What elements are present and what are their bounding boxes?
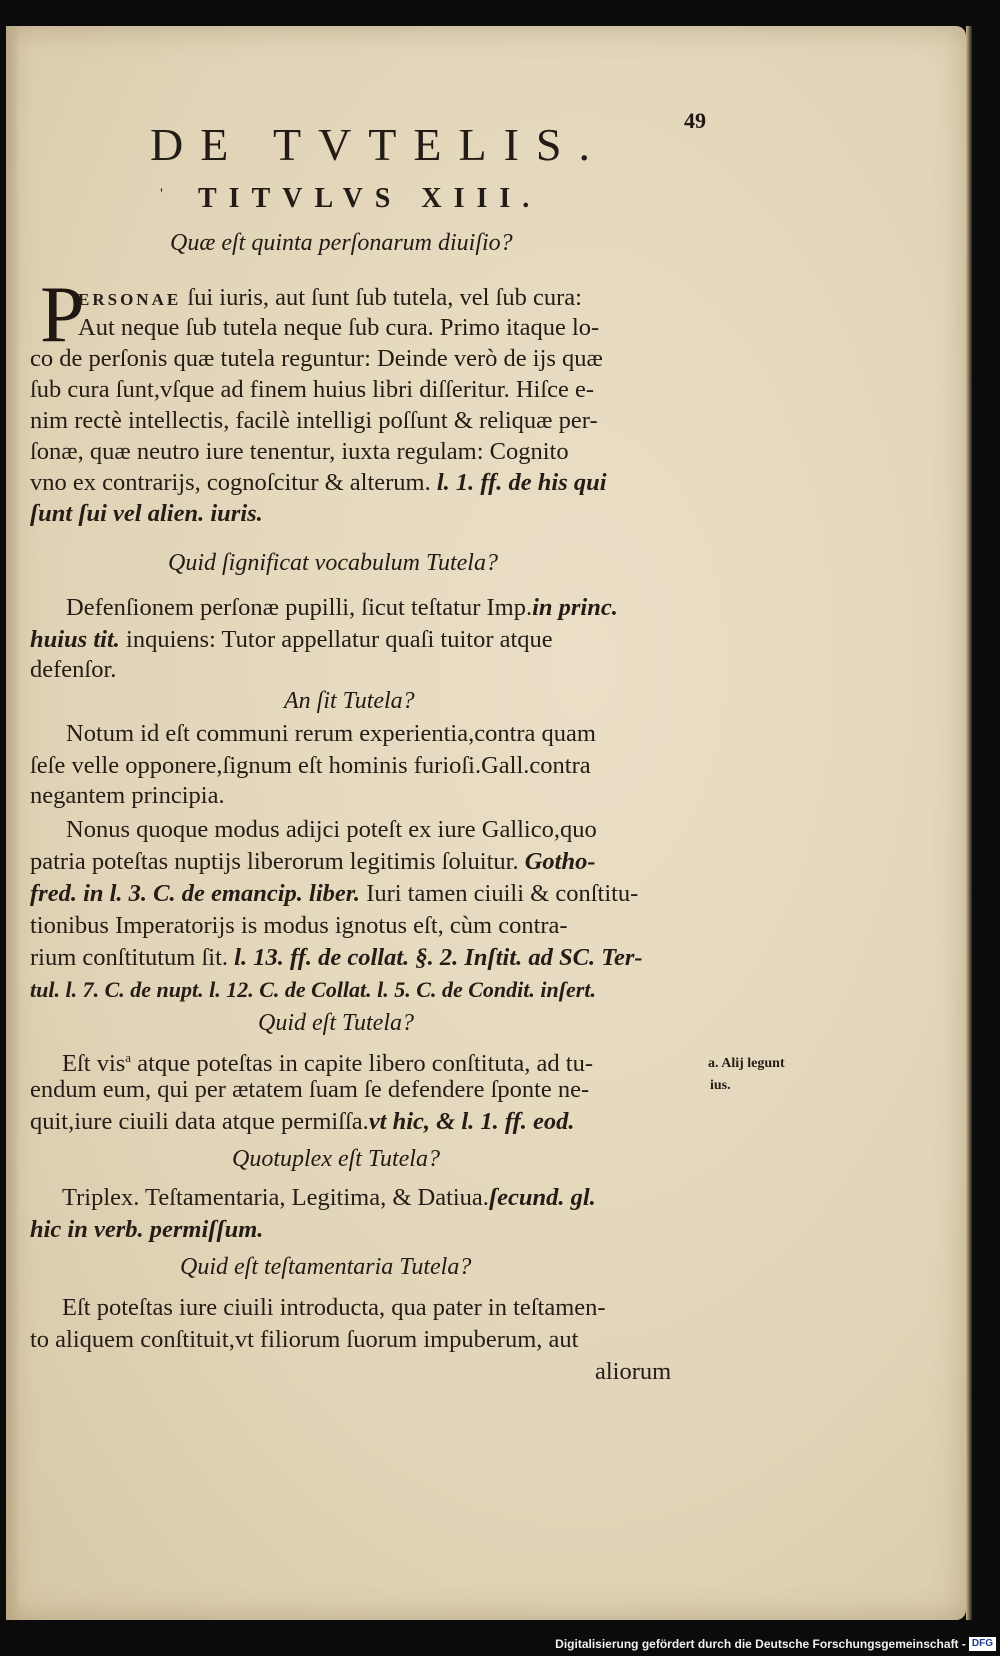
digitization-credit: Digitalisierung gefördert durch die Deutsche Forschungsgemeinschaft - DFG [555, 1636, 996, 1652]
page-title: DE TVTELIS. [150, 119, 608, 170]
legal-reference: l. 13. ff. de collat. §. 2. Inſtit. ad SC. Ter- [234, 944, 643, 971]
legal-reference: in princ. [532, 594, 618, 621]
heading-vocabulum: Quid ſignificat vocabulum Tutela? [168, 550, 498, 576]
text-line: Notum id eſt communi rerum experientia,contra quam [66, 720, 596, 747]
page-subtitle: TITVLVS XIII. [198, 183, 542, 214]
legal-reference: tul. l. 7. C. de nupt. l. 12. C. de Collat. l. 5. C. de Condit. inſert. [30, 977, 596, 1002]
text-line: Triplex. Teſtamentaria, Legitima, & Datiua.ſecund. gl. [62, 1184, 596, 1211]
marginal-note: a. Alij legunt ius. [708, 1056, 785, 1093]
page-gutter-shadow [6, 26, 20, 1620]
text-line: negantem principia. [30, 782, 225, 809]
text-line: ſub cura ſunt,vſque ad finem huius libri diſſeritur. Hiſce e- [30, 376, 595, 403]
text-line: Eſt vis$^a$ atque poteſtas in capite libero conſtituta, ad tu- [62, 1050, 594, 1078]
smallcaps-word: ERSONAE [78, 290, 182, 309]
page-edge [966, 26, 972, 1620]
text-line: ſeſe velle opponere,ſignum eſt hominis furioſi.Gall.contra [30, 752, 591, 779]
text-line: to aliquem conſtituit,vt filiorum ſuorum impuberum, aut [30, 1326, 579, 1353]
text-line: Defenſionem perſonæ pupilli, ſicut teſtatur Imp.in princ. [66, 594, 618, 621]
text-line: Eſt poteſtas iure ciuili introducta, qua pater in teſtamen- [62, 1294, 606, 1321]
legal-reference: ſecund. gl. [488, 1184, 596, 1211]
text-line: rium conſtitutum ſit. l. 13. ff. de collat. §. 2. Inſtit. ad SC. Ter- [30, 944, 643, 971]
text-line: defenſor. [30, 656, 117, 683]
title-mark: ' [160, 186, 163, 203]
heading-testamentaria: Quid eſt teſtamentaria Tutela? [180, 1254, 472, 1280]
text-line: co de perſonis quæ tutela reguntur: Deinde verò de ijs quæ [30, 345, 603, 372]
text-line: fred. in l. 3. C. de emancip. liber. Iuri tamen ciuili & conſtitu- [30, 880, 639, 907]
text-line: nim rectè intellectis, facilè intelligi poſſunt & reliquæ per- [30, 407, 598, 434]
footnote-marker: a [125, 1050, 132, 1065]
legal-reference: l. 1. ff. de his qui [436, 469, 607, 496]
legal-reference: Gotho- [524, 848, 596, 875]
text-line: ſonæ, quæ neutro iure tenentur, iuxta regulam: Cognito [30, 438, 569, 465]
legal-reference: ſunt ſui vel alien. iuris. [30, 500, 263, 527]
text-line: patria poteſtas nuptijs liberorum legitimis ſoluitur. Gotho- [30, 848, 596, 875]
text-line: huius tit. inquiens: Tutor appellatur quaſi tuitor atque [30, 626, 553, 653]
legal-reference: hic in verb. permiſſum. [30, 1216, 264, 1243]
drop-cap: P [40, 271, 85, 359]
text-line: tionibus Imperatorijs is modus ignotus eſt, cùm contra- [30, 912, 568, 939]
heading-quinta-divisio: Quæ eſt quinta perſonarum diuiſio? [170, 230, 513, 256]
catchword: aliorum [595, 1358, 672, 1385]
heading-an-sit: An ſit Tutela? [284, 688, 415, 714]
legal-reference: vt hic, & l. 1. ff. eod. [368, 1108, 575, 1135]
heading-quid-est: Quid eſt Tutela? [258, 1010, 414, 1036]
heading-quotuplex: Quotuplex eſt Tutela? [232, 1146, 440, 1172]
text-line: vno ex contrarijs, cognoſcitur & alterum. l. 1. ff. de his qui [30, 469, 607, 496]
text-line: Aut neque ſub tutela neque ſub cura. Primo itaque lo- [78, 314, 600, 341]
text-line: endum eum, qui per ætatem ſuam ſe defendere ſponte ne- [30, 1076, 590, 1103]
legal-reference: huius tit. [30, 626, 120, 653]
text-line: quit,iure ciuili data atque permiſſa.vt hic, & l. 1. ff. eod. [30, 1108, 575, 1135]
folio-number: 49 [684, 108, 706, 133]
dfg-logo: DFG [969, 1637, 996, 1651]
text-line: ERSONAE ſui iuris, aut ſunt ſub tutela, vel ſub cura: [78, 284, 582, 311]
legal-reference: fred. in l. 3. C. de emancip. liber. [30, 880, 361, 907]
text-line: Nonus quoque modus adijci poteſt ex iure Gallico,quo [66, 816, 597, 843]
